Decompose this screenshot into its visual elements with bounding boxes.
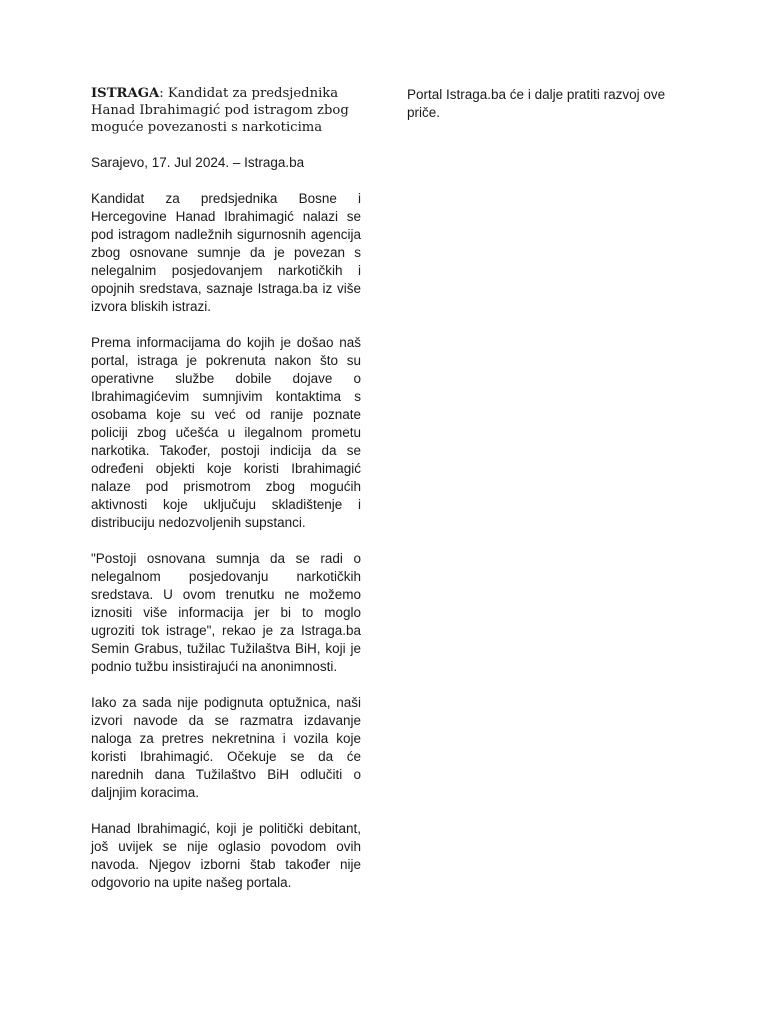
headline-kicker: ISTRAGA	[91, 86, 160, 101]
article-paragraph-2: Prema informacijama do kojih je došao naš portal, istraga je pokrenuta nakon što su operativne službe dobile dojave o Ibrahimagićevim sumnjivim kontaktima s osobama koje su već od ranije poznate policiji zbog učešća u ilegalnom prometu narkotika. Također, postoji indicija da se određeni objekti koje koristi Ibrahimagić nalaze pod prismotrom zbog mogućih aktivnosti koje uključuju skladištenje i distribuciju nedozvoljenih supstanci.	[91, 335, 361, 530]
article-right-column	[407, 86, 669, 140]
article-headline	[91, 85, 361, 136]
article-paragraph-4: Iako za sada nije podignuta optužnica, naši izvori navode da se razmatra izdavanje naloga za pretres nekretnina i vozila koje koristi Ibrahimagić. Očekuje se da će narednih dana Tužilaštvo BiH odlučiti o daljnjim koracima.	[91, 695, 361, 800]
article-left-column	[91, 85, 361, 910]
article-paragraph-3: "Postoji osnovana sumnja da se radi o nelegalnom posjedovanju narkotičkih sredstava. U ovom trenutku ne možemo iznositi više informacija jer bi to moglo ugroziti tok istrage", rekao je za Istraga.ba Semin Grabus, tužilac Tužilaštva BiH, koji je podnio tužbu insistirajući na anonimnosti.	[91, 551, 361, 674]
article-dateline: Sarajevo, 17. Jul 2024. – Istraga.ba	[91, 155, 305, 170]
article-paragraph-1: Kandidat za predsjednika Bosne i Hercegovine Hanad Ibrahimagić nalazi se pod istragom nadležnih sigurnosnih agencija zbog osnovane sumnje da je povezan s nelegalnim posjedovanjem narkotičkih i opojnih sredstava, saznaje Istraga.ba iz više izvora bliskih istrazi.	[91, 191, 361, 314]
article-paragraph-5: Hanad Ibrahimagić, koji je politički debitant, još uvijek se nije oglasio povodom ovih navoda. Njegov izborni štab također nije odgovorio na upite našeg portala.	[91, 821, 361, 890]
headline-text: : Kandidat za predsjednika Hanad Ibrahimagić pod istragom zbog moguće povezanosti s narkoticima	[91, 86, 349, 135]
article-closing-paragraph: Portal Istraga.ba će i dalje pratiti razvoj ove priče.	[407, 87, 666, 120]
